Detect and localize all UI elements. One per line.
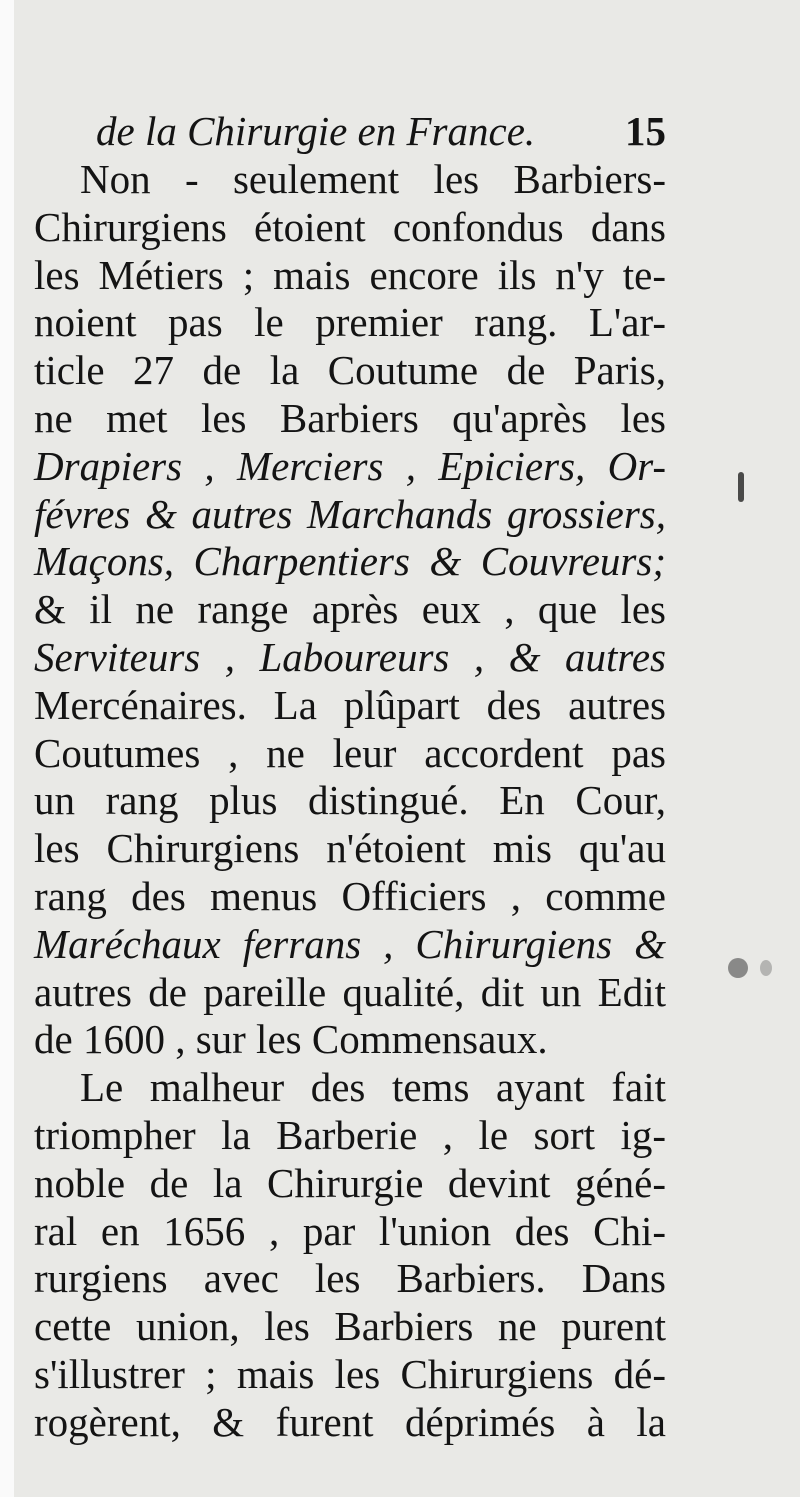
ink-speck [760,960,772,976]
text-line: rurgiens avec les Barbiers. Dans [34,1255,666,1302]
text-line: les Métiers ; mais encore ils n'y te- [34,251,666,298]
running-title: de la Chirurgie en France. [96,108,536,154]
text-line: un rang plus distingué. En Cour, [34,777,666,824]
text-line: Mercénaires. La plûpart des autres [34,681,666,728]
text-line: rang des menus Officiers , comme [34,872,666,919]
page-body [34,156,666,1447]
text-line: ral en 1656 , par l'union des Chi- [34,1207,666,1254]
text-line: Coutumes , ne leur accordent pas [34,729,666,776]
text-line: s'illustrer ; mais les Chirurgiens dé- [34,1350,666,1397]
text-line: triompher la Barberie , le sort ig- [34,1111,666,1158]
text-line: Maréchaux ferrans , Chirurgiens & [34,920,666,967]
text-line: les Chirurgiens n'étoient mis qu'au [34,825,666,872]
text-line: de 1600 , sur les Commensaux. [34,1016,548,1063]
text-line: autres de pareille qualité, dit un Edit [34,968,666,1015]
text-line: noient pas le premier rang. L'ar- [34,299,666,346]
page-number: 15 [625,108,666,154]
text-line: & il ne range après eux , que les [34,586,666,633]
text-line: noble de la Chirurgie devint géné- [34,1159,666,1206]
text-line: Le malheur des tems ayant fait [80,1064,666,1111]
paragraph-2 [34,1064,666,1446]
margin-mark [738,472,744,502]
text-line: Non - seulement les Barbiers- [80,156,666,202]
text-line: rogèrent, & furent déprimés à la [34,1398,666,1445]
paragraph-1 [34,156,666,1064]
text-line: ne met les Barbiers qu'après les [34,394,666,441]
text-line: Serviteurs , Laboureurs , & autres [34,633,666,680]
text-line: Drapiers , Merciers , Epiciers, Or- [34,442,666,489]
text-line: Maçons, Charpentiers & Couvreurs; [34,538,666,585]
text-line: Chirurgiens étoient confondus dans [34,203,666,250]
text-line: ticle 27 de la Coutume de Paris, [34,347,666,394]
text-line: févres & autres Marchands grossiers, [34,490,666,537]
page-header [96,106,666,156]
ink-speck [728,958,748,978]
text-line: cette union, les Barbiers ne purent [34,1303,666,1350]
